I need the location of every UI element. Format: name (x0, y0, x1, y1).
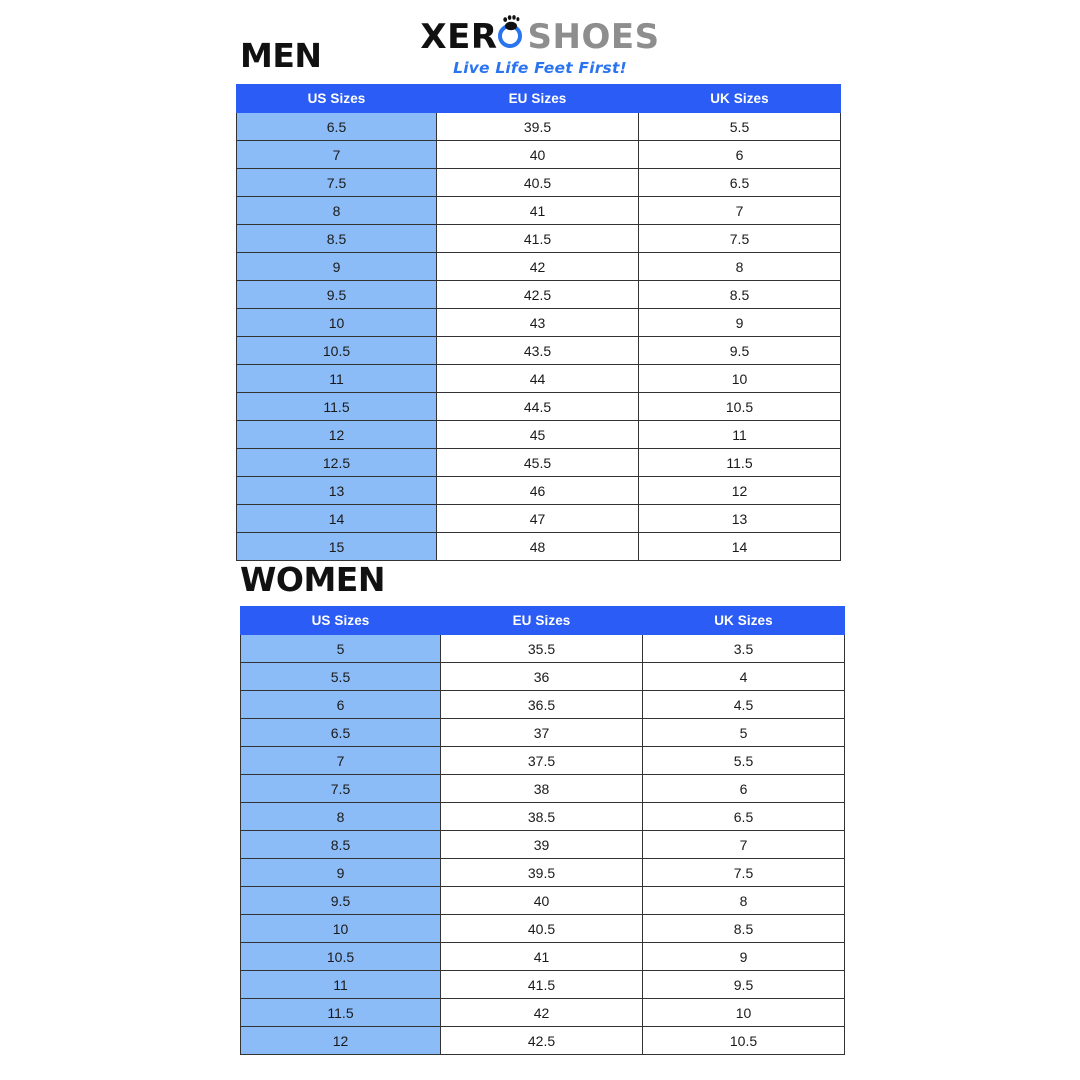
table-row (237, 533, 841, 561)
table-row (241, 635, 845, 663)
cell-eu: 42.5 (437, 281, 639, 309)
cell-eu: 37 (441, 719, 643, 747)
table-row (241, 859, 845, 887)
table-row (237, 197, 841, 225)
table-row (237, 365, 841, 393)
section-title-women: WOMEN (240, 560, 385, 599)
cell-uk: 10 (639, 365, 841, 393)
cell-eu: 40.5 (441, 915, 643, 943)
cell-us: 10.5 (241, 943, 441, 971)
cell-eu: 39.5 (441, 859, 643, 887)
cell-eu: 46 (437, 477, 639, 505)
brand-logo (0, 18, 1080, 77)
cell-uk: 8 (639, 253, 841, 281)
cell-uk: 12 (639, 477, 841, 505)
cell-us: 9 (237, 253, 437, 281)
cell-us: 11.5 (237, 393, 437, 421)
cell-us: 5 (241, 635, 441, 663)
cell-uk: 4 (643, 663, 845, 691)
cell-uk: 9.5 (639, 337, 841, 365)
table-row (237, 421, 841, 449)
cell-us: 5.5 (241, 663, 441, 691)
table-header-row (241, 607, 845, 635)
cell-uk: 5 (643, 719, 845, 747)
cell-us: 12.5 (237, 449, 437, 477)
size-table-women (240, 606, 845, 1055)
cell-us: 14 (237, 505, 437, 533)
cell-eu: 39 (441, 831, 643, 859)
table-row (237, 281, 841, 309)
cell-uk: 7 (639, 197, 841, 225)
cell-us: 9.5 (241, 887, 441, 915)
cell-uk: 7.5 (643, 859, 845, 887)
table-row (241, 971, 845, 999)
brand-wordmark (0, 18, 1080, 56)
table-row (241, 999, 845, 1027)
table-row (237, 505, 841, 533)
cell-us: 11.5 (241, 999, 441, 1027)
cell-eu: 43 (437, 309, 639, 337)
cell-us: 8 (237, 197, 437, 225)
table-row (237, 393, 841, 421)
cell-uk: 11 (639, 421, 841, 449)
cell-eu: 42.5 (441, 1027, 643, 1055)
cell-eu: 38 (441, 775, 643, 803)
cell-us: 11 (241, 971, 441, 999)
cell-uk: 10.5 (639, 393, 841, 421)
cell-eu: 40.5 (437, 169, 639, 197)
cell-us: 11 (237, 365, 437, 393)
table-row (237, 477, 841, 505)
cell-uk: 14 (639, 533, 841, 561)
cell-us: 7 (237, 141, 437, 169)
table-row (241, 943, 845, 971)
cell-eu: 45 (437, 421, 639, 449)
cell-eu: 41 (437, 197, 639, 225)
cell-us: 7.5 (241, 775, 441, 803)
cell-us: 6.5 (237, 113, 437, 141)
cell-uk: 4.5 (643, 691, 845, 719)
cell-eu: 41.5 (437, 225, 639, 253)
size-table-men (236, 84, 841, 561)
cell-uk: 8.5 (643, 915, 845, 943)
cell-uk: 6 (639, 141, 841, 169)
table-row (237, 309, 841, 337)
cell-eu: 40 (437, 141, 639, 169)
cell-eu: 48 (437, 533, 639, 561)
cell-us: 10 (241, 915, 441, 943)
cell-us: 9.5 (237, 281, 437, 309)
table-row (241, 1027, 845, 1055)
cell-us: 7 (241, 747, 441, 775)
column-header-uk: UK Sizes (643, 607, 845, 635)
cell-uk: 9.5 (643, 971, 845, 999)
brand-tagline: Live Life Feet First! (453, 59, 627, 77)
table-row (237, 449, 841, 477)
column-header-eu: EU Sizes (437, 85, 639, 113)
cell-us: 7.5 (237, 169, 437, 197)
cell-eu: 36 (441, 663, 643, 691)
cell-us: 13 (237, 477, 437, 505)
table-row (241, 831, 845, 859)
cell-uk: 6.5 (643, 803, 845, 831)
cell-us: 6.5 (241, 719, 441, 747)
table-row (241, 719, 845, 747)
table-row (241, 887, 845, 915)
cell-uk: 5.5 (639, 113, 841, 141)
brand-name-xero: XER (420, 17, 498, 57)
cell-eu: 44.5 (437, 393, 639, 421)
cell-uk: 8.5 (639, 281, 841, 309)
cell-us: 8.5 (237, 225, 437, 253)
cell-uk: 3.5 (643, 635, 845, 663)
footprint-icon (498, 22, 528, 52)
cell-eu: 47 (437, 505, 639, 533)
cell-uk: 11.5 (639, 449, 841, 477)
cell-us: 12 (237, 421, 437, 449)
cell-uk: 7 (643, 831, 845, 859)
cell-us: 8 (241, 803, 441, 831)
table-row (237, 169, 841, 197)
cell-uk: 5.5 (643, 747, 845, 775)
cell-uk: 13 (639, 505, 841, 533)
column-header-us: US Sizes (241, 607, 441, 635)
cell-us: 6 (241, 691, 441, 719)
table-row (241, 775, 845, 803)
cell-us: 8.5 (241, 831, 441, 859)
table-row (237, 141, 841, 169)
table-row (241, 915, 845, 943)
cell-us: 9 (241, 859, 441, 887)
table-row (241, 691, 845, 719)
cell-us: 12 (241, 1027, 441, 1055)
cell-uk: 10.5 (643, 1027, 845, 1055)
column-header-eu: EU Sizes (441, 607, 643, 635)
table-row (237, 253, 841, 281)
table-row (237, 337, 841, 365)
column-header-us: US Sizes (237, 85, 437, 113)
cell-uk: 10 (643, 999, 845, 1027)
brand-name-shoes: SHOES (527, 17, 660, 57)
cell-eu: 40 (441, 887, 643, 915)
cell-uk: 6 (643, 775, 845, 803)
cell-us: 15 (237, 533, 437, 561)
cell-us: 10 (237, 309, 437, 337)
table-row (241, 747, 845, 775)
cell-eu: 41.5 (441, 971, 643, 999)
cell-eu: 39.5 (437, 113, 639, 141)
cell-eu: 43.5 (437, 337, 639, 365)
cell-eu: 41 (441, 943, 643, 971)
table-row (241, 803, 845, 831)
cell-eu: 36.5 (441, 691, 643, 719)
cell-uk: 8 (643, 887, 845, 915)
cell-eu: 37.5 (441, 747, 643, 775)
cell-eu: 38.5 (441, 803, 643, 831)
cell-eu: 42 (437, 253, 639, 281)
table-row (237, 225, 841, 253)
cell-eu: 45.5 (437, 449, 639, 477)
section-title-men: MEN (240, 36, 322, 75)
table-row (237, 113, 841, 141)
cell-uk: 9 (643, 943, 845, 971)
table-header-row (237, 85, 841, 113)
cell-uk: 9 (639, 309, 841, 337)
cell-us: 10.5 (237, 337, 437, 365)
cell-uk: 7.5 (639, 225, 841, 253)
cell-uk: 6.5 (639, 169, 841, 197)
table-row (241, 663, 845, 691)
cell-eu: 42 (441, 999, 643, 1027)
column-header-uk: UK Sizes (639, 85, 841, 113)
cell-eu: 44 (437, 365, 639, 393)
cell-eu: 35.5 (441, 635, 643, 663)
